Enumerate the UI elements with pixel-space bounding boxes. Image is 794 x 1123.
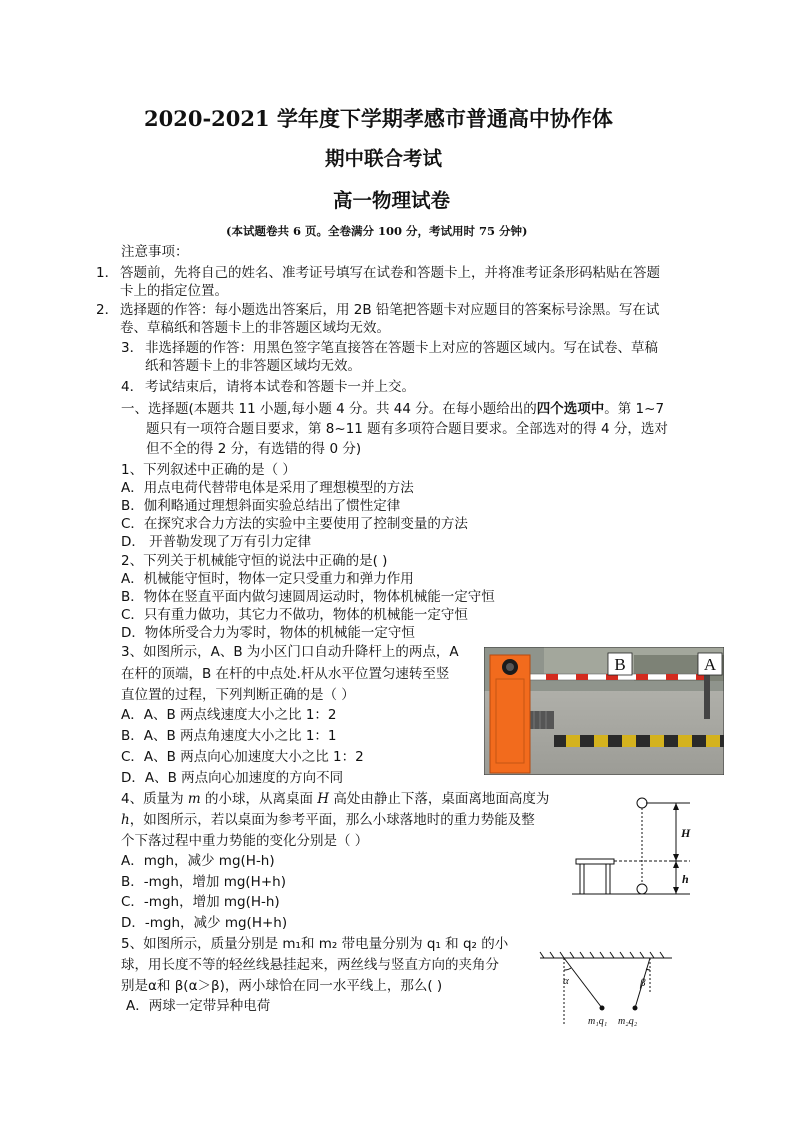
section1-instruction-line2: 题只有一项符合题目要求，第 8~11 题有多项符合题目要求。全部选对的得 4 分，选对 bbox=[146, 421, 668, 437]
q3-option-d: D．A、B 两点向心加速度的方向不同 bbox=[121, 770, 344, 786]
notice-2-num: 2． bbox=[96, 302, 119, 318]
label-beta: β bbox=[640, 977, 646, 989]
q5-stem-line1: 5、如图所示，质量分别是 m₁和 m₂ 带电量分别为 q₁ 和 q₂ 的小 bbox=[121, 936, 509, 952]
label-alpha: α bbox=[563, 975, 569, 987]
notice-3-num: 3． bbox=[121, 340, 144, 356]
notice-2-line2: 卷、草稿纸和答题卡上的非答题区域均无效。 bbox=[120, 320, 390, 336]
section1-instruction-line3: 但不全的得 2 分，有选错的得 0 分) bbox=[146, 441, 362, 457]
q4-option-c: C．-mgh，增加 mg(H-h) bbox=[121, 894, 280, 910]
q4-stem-line3: 个下落过程中重力势能的变化分别是（ ） bbox=[121, 833, 369, 849]
q4-option-d: D．-mgh，减少 mg(H+h) bbox=[121, 915, 288, 931]
label-ball1: m₁q₁ bbox=[588, 1016, 608, 1027]
exam-subtitle: (本试题卷共 6 页。全卷满分 100 分，考试用时 75 分钟) bbox=[226, 224, 528, 238]
notice-4-num: 4． bbox=[121, 379, 144, 395]
exam-title-line3: 高一物理试卷 bbox=[333, 189, 451, 212]
label-a: A bbox=[703, 655, 717, 674]
q4-stem-line2: h，如图所示，若以桌面为参考平面，那么小球落地时的重力势能及整 bbox=[121, 812, 535, 828]
q2-option-c: C．只有重力做功，其它力不做功，物体的机械能一定守恒 bbox=[121, 607, 468, 623]
notice-heading: 注意事项： bbox=[121, 244, 189, 260]
notice-1-line1: 答题前，先将自己的姓名、准考证号填写在试卷和答题卡上，并将准考证条形码粘贴在答题 bbox=[120, 265, 660, 281]
q3-stem-line1: 3、如图所示，A、B 为小区门口自动升降杆上的两点，A bbox=[121, 644, 459, 660]
label-ball2: m₂q₂ bbox=[618, 1016, 638, 1027]
notice-4-line1: 考试结束后，请将本试卷和答题卡一并上交。 bbox=[145, 379, 415, 395]
notice-1-num: 1． bbox=[96, 265, 119, 281]
speed-bump bbox=[554, 735, 724, 747]
label-H: H bbox=[681, 826, 691, 840]
q3-stem-line3: 直位置的过程，下列判断正确的是（ ） bbox=[121, 687, 355, 703]
q3-stem-line2: 在杆的顶端，B 在杆的中点处.杆从水平位置匀速转至竖 bbox=[121, 666, 450, 682]
q1-option-d: D． 开普勒发现了万有引力定律 bbox=[121, 534, 312, 550]
hanging-charges-diagram bbox=[538, 950, 674, 1030]
q3-option-a: A．A、B 两点线速度大小之比 1：2 bbox=[121, 707, 337, 723]
gate-cabinet bbox=[490, 655, 530, 773]
q1-option-a: A．用点电荷代替带电体是采用了理想模型的方法 bbox=[121, 480, 414, 496]
q2-option-a: A．机械能守恒时，物体一定只受重力和弹力作用 bbox=[121, 571, 414, 587]
q5-stem-line2: 球，用长度不等的轻丝线悬挂起来，两丝线与竖直方向的夹角分 bbox=[121, 957, 499, 973]
barrier-gate-photo bbox=[484, 647, 724, 775]
q1-stem: 1、下列叙述中正确的是（ ） bbox=[121, 462, 296, 478]
q4-stem-line1: 4、质量为 m 的小球，从离桌面 H 高处由静止下落，桌面离地面高度为 bbox=[121, 791, 550, 807]
q2-stem: 2、下列关于机械能守恒的说法中正确的是( ) bbox=[121, 553, 388, 569]
q5-option-a: A．两球一定带异种电荷 bbox=[126, 998, 271, 1014]
q5-stem-line3: 别是α和 β(α＞β)，两小球恰在同一水平线上，那么( ) bbox=[121, 978, 443, 994]
q4-option-b: B．-mgh，增加 mg(H+h) bbox=[121, 874, 286, 890]
q1-option-b: B．伽利略通过理想斜面实验总结出了惯性定律 bbox=[121, 498, 401, 514]
exam-title-line2: 期中联合考试 bbox=[325, 147, 443, 170]
q2-option-b: B．物体在竖直平面内做匀速圆周运动时，物体机械能一定守恒 bbox=[121, 589, 495, 605]
notice-1-line2: 卡上的指定位置。 bbox=[120, 283, 228, 299]
notice-3-line2: 纸和答题卡上的非答题区域均无效。 bbox=[145, 358, 361, 374]
q4-option-a: A．mgh，减少 mg(H-h) bbox=[121, 853, 275, 869]
label-h: h bbox=[682, 872, 689, 886]
q1-option-c: C．在探究求合力方法的实验中主要使用了控制变量的方法 bbox=[121, 516, 468, 532]
label-b: B bbox=[614, 655, 626, 674]
notice-3-line1: 非选择题的作答：用黑色签字笔直接答在答题卡上对应的答题区域内。写在试卷、草稿 bbox=[145, 340, 658, 356]
q2-option-d: D．物体所受合力为零时，物体的机械能一定守恒 bbox=[121, 625, 415, 641]
section1-instruction-line1: 一、选择题(本题共 11 小题,每小题 4 分。共 44 分。在每小题给出的四个选项中。第 1~7 bbox=[121, 401, 665, 417]
exam-title-line1: 2020-2021 学年度下学期孝感市普通高中协作体 bbox=[144, 106, 613, 131]
q3-option-b: B．A、B 两点角速度大小之比 1：1 bbox=[121, 728, 337, 744]
falling-ball-diagram bbox=[566, 793, 696, 901]
notice-2-line1: 选择题的作答：每小题选出答案后，用 2B 铅笔把答题卡对应题目的答案标号涂黑。写在试 bbox=[120, 302, 660, 318]
q3-option-c: C．A、B 两点向心加速度大小之比 1：2 bbox=[121, 749, 364, 765]
